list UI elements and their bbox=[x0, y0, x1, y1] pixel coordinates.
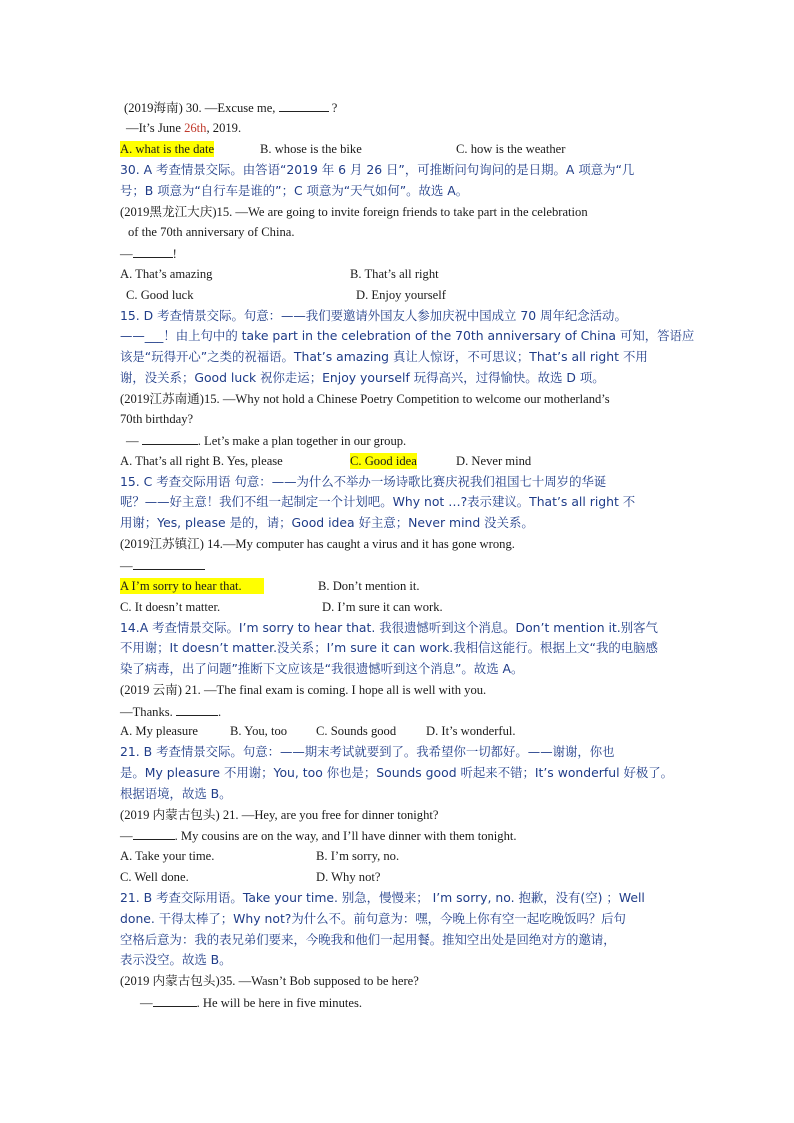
option-d: D. Never mind bbox=[456, 454, 532, 468]
explanation-line: 根据语境，故选 B。 bbox=[120, 786, 232, 801]
explanation-line: ——___！由上句中的 take part in the celebration of the 70th anniversary of China 可知，答语应 bbox=[120, 328, 695, 343]
question-stem: (2019海南) 30. —Excuse me, ? bbox=[124, 101, 338, 115]
option-d: D. Enjoy yourself bbox=[356, 288, 446, 302]
options-row bbox=[120, 723, 680, 739]
explanation-line: done. 干得太棒了；Why not?为什么不。前句意为：嘿，今晚上你有空一起吃晚饭吗？后句 bbox=[120, 911, 626, 926]
question-stem: (2019 云南) 21. —The final exam is coming. I hope all is well with you. bbox=[120, 683, 487, 697]
option-b: B. You, too bbox=[230, 724, 288, 738]
explanation-line: 表示没空。故选 B。 bbox=[120, 952, 232, 967]
dialogue-reply: —Thanks. . bbox=[120, 705, 222, 719]
dialogue-reply: —It’s June 26th, 2019. bbox=[126, 121, 242, 135]
option-a-highlighted: A I’m sorry to hear that. bbox=[120, 578, 264, 594]
answer-blank bbox=[133, 245, 173, 258]
explanation-line: 15. C 考查交际用语 句意：——为什么不举办一场诗歌比赛庆祝我们祖国七十周岁的华诞 bbox=[120, 474, 607, 489]
explanation-line: 21. B 考查交际用语。Take your time. 别急，慢慢来； I’m sorry, no. 抱歉，没有(空) ；Well bbox=[120, 890, 645, 905]
dialogue-reply: — bbox=[120, 557, 205, 574]
option-a-highlighted: A. what is the date bbox=[120, 142, 215, 156]
option-d: D. It’s wonderful. bbox=[426, 724, 516, 738]
option-d: D. Why not? bbox=[316, 870, 381, 884]
explanation-line: 号；B 项意为“自行车是谁的”；C 项意为“天气如何”。故选 A。 bbox=[120, 183, 469, 198]
answer-blank bbox=[176, 703, 218, 716]
answer-blank bbox=[279, 99, 329, 112]
option-c: C. how is the weather bbox=[456, 142, 566, 156]
option-d: D. I’m sure it can work. bbox=[322, 600, 443, 614]
option-ab: A. That’s all right B. Yes, please bbox=[120, 454, 283, 468]
question-stem: (2019江苏南通)15. —Why not hold a Chinese Poetry Competition to welcome our motherland’s bbox=[120, 392, 610, 406]
option-c: C. Sounds good bbox=[316, 724, 397, 738]
answer-blank bbox=[153, 994, 197, 1007]
explanation-line: 15. D 考查情景交际。句意：——我们要邀请外国友人参加庆祝中国成立 70 周年纪念活动。 bbox=[120, 308, 627, 323]
option-c: C. Well done. bbox=[120, 870, 189, 884]
explanation-line: 空格后意为：我的表兄弟们要来，今晚我和他们一起用餐。推知空出处是回绝对方的邀请， bbox=[120, 932, 616, 947]
explanation-line: 该是“玩得开心”之类的祝福语。That’s amazing 真让人惊讶，不可思议；That’s all right 不用 bbox=[120, 349, 648, 364]
answer-blank bbox=[133, 557, 205, 570]
options-row bbox=[120, 599, 680, 615]
question-stem: (2019 内蒙古包头)35. —Wasn’t Bob supposed to be here? bbox=[120, 974, 419, 988]
answer-blank bbox=[142, 432, 198, 445]
option-c: C. Good luck bbox=[126, 288, 194, 302]
option-b: B. Don’t mention it. bbox=[318, 579, 420, 593]
dialogue-reply: — . Let’s make a plan together in our group. bbox=[126, 434, 407, 448]
option-a: A. That’s amazing bbox=[120, 267, 213, 281]
options-row bbox=[120, 141, 680, 157]
question-stem-cont: of the 70th anniversary of China. bbox=[128, 225, 295, 239]
option-b: B. That’s all right bbox=[350, 267, 439, 281]
dialogue-reply: — . He will be here in five minutes. bbox=[140, 996, 363, 1010]
explanation-line: 21. B 考查情景交际。句意：——期末考试就要到了。我希望你一切都好。——谢谢，你也 bbox=[120, 744, 615, 759]
dialogue-reply: — . My cousins are on the way, and I’ll have dinner with them tonight. bbox=[120, 829, 517, 843]
options-row bbox=[120, 266, 680, 282]
question-stem: (2019黑龙江大庆)15. —We are going to invite foreign friends to take part in the celebration bbox=[120, 205, 588, 219]
option-c: C. It doesn’t matter. bbox=[120, 600, 221, 614]
explanation-line: 用谢；Yes, please 是的，请；Good idea 好主意；Never mind 没关系。 bbox=[120, 515, 534, 530]
explanation-line: 谢，没关系；Good luck 祝你走运；Enjoy yourself 玩得高兴，过得愉快。故选 D 项。 bbox=[120, 370, 605, 385]
options-row bbox=[120, 869, 680, 885]
question-stem: (2019 内蒙古包头) 21. —Hey, are you free for dinner tonight? bbox=[120, 808, 439, 822]
dialogue-reply: — ! bbox=[120, 247, 177, 261]
option-a: A. Take your time. bbox=[120, 849, 215, 863]
explanation-line: 是。My pleasure 不用谢；You, too 你也是；Sounds good 听起来不错；It’s wonderful 好极了。 bbox=[120, 765, 674, 780]
question-stem: (2019江苏镇江) 14.—My computer has caught a virus and it has gone wrong. bbox=[120, 537, 515, 551]
option-b: B. whose is the bike bbox=[260, 142, 362, 156]
explanation-line: 呢？——好主意！我们不组一起制定一个计划吧。Why not …?表示建议。That’s all right 不 bbox=[120, 494, 636, 509]
explanation-line: 不用谢；It doesn’t matter.没关系；I’m sure it can work.我相信这能行。根据上文“我的电脑感 bbox=[120, 640, 658, 655]
explanation-line: 染了病毒，出了问题”推断下文应该是“我很遗憾听到这个消息”。故选 A。 bbox=[120, 661, 524, 676]
options-row bbox=[120, 578, 680, 594]
question-stem-cont: 70th birthday? bbox=[120, 412, 194, 426]
explanation-line: 14.A 考查情景交际。I’m sorry to hear that. 我很遗憾听到这个消息。Don’t mention it.别客气 bbox=[120, 620, 658, 635]
option-b: B. I’m sorry, no. bbox=[316, 849, 400, 863]
options-row bbox=[120, 453, 680, 469]
options-row bbox=[120, 848, 680, 864]
answer-blank bbox=[133, 827, 175, 840]
option-c-highlighted: C. Good idea bbox=[350, 454, 417, 468]
option-a: A. My pleasure bbox=[120, 724, 198, 738]
options-row bbox=[126, 287, 686, 303]
explanation-line: 30. A 考查情景交际。由答语“2019 年 6 月 26 日”，可推断问句询问的是日期。A 项意为“几 bbox=[120, 162, 635, 177]
